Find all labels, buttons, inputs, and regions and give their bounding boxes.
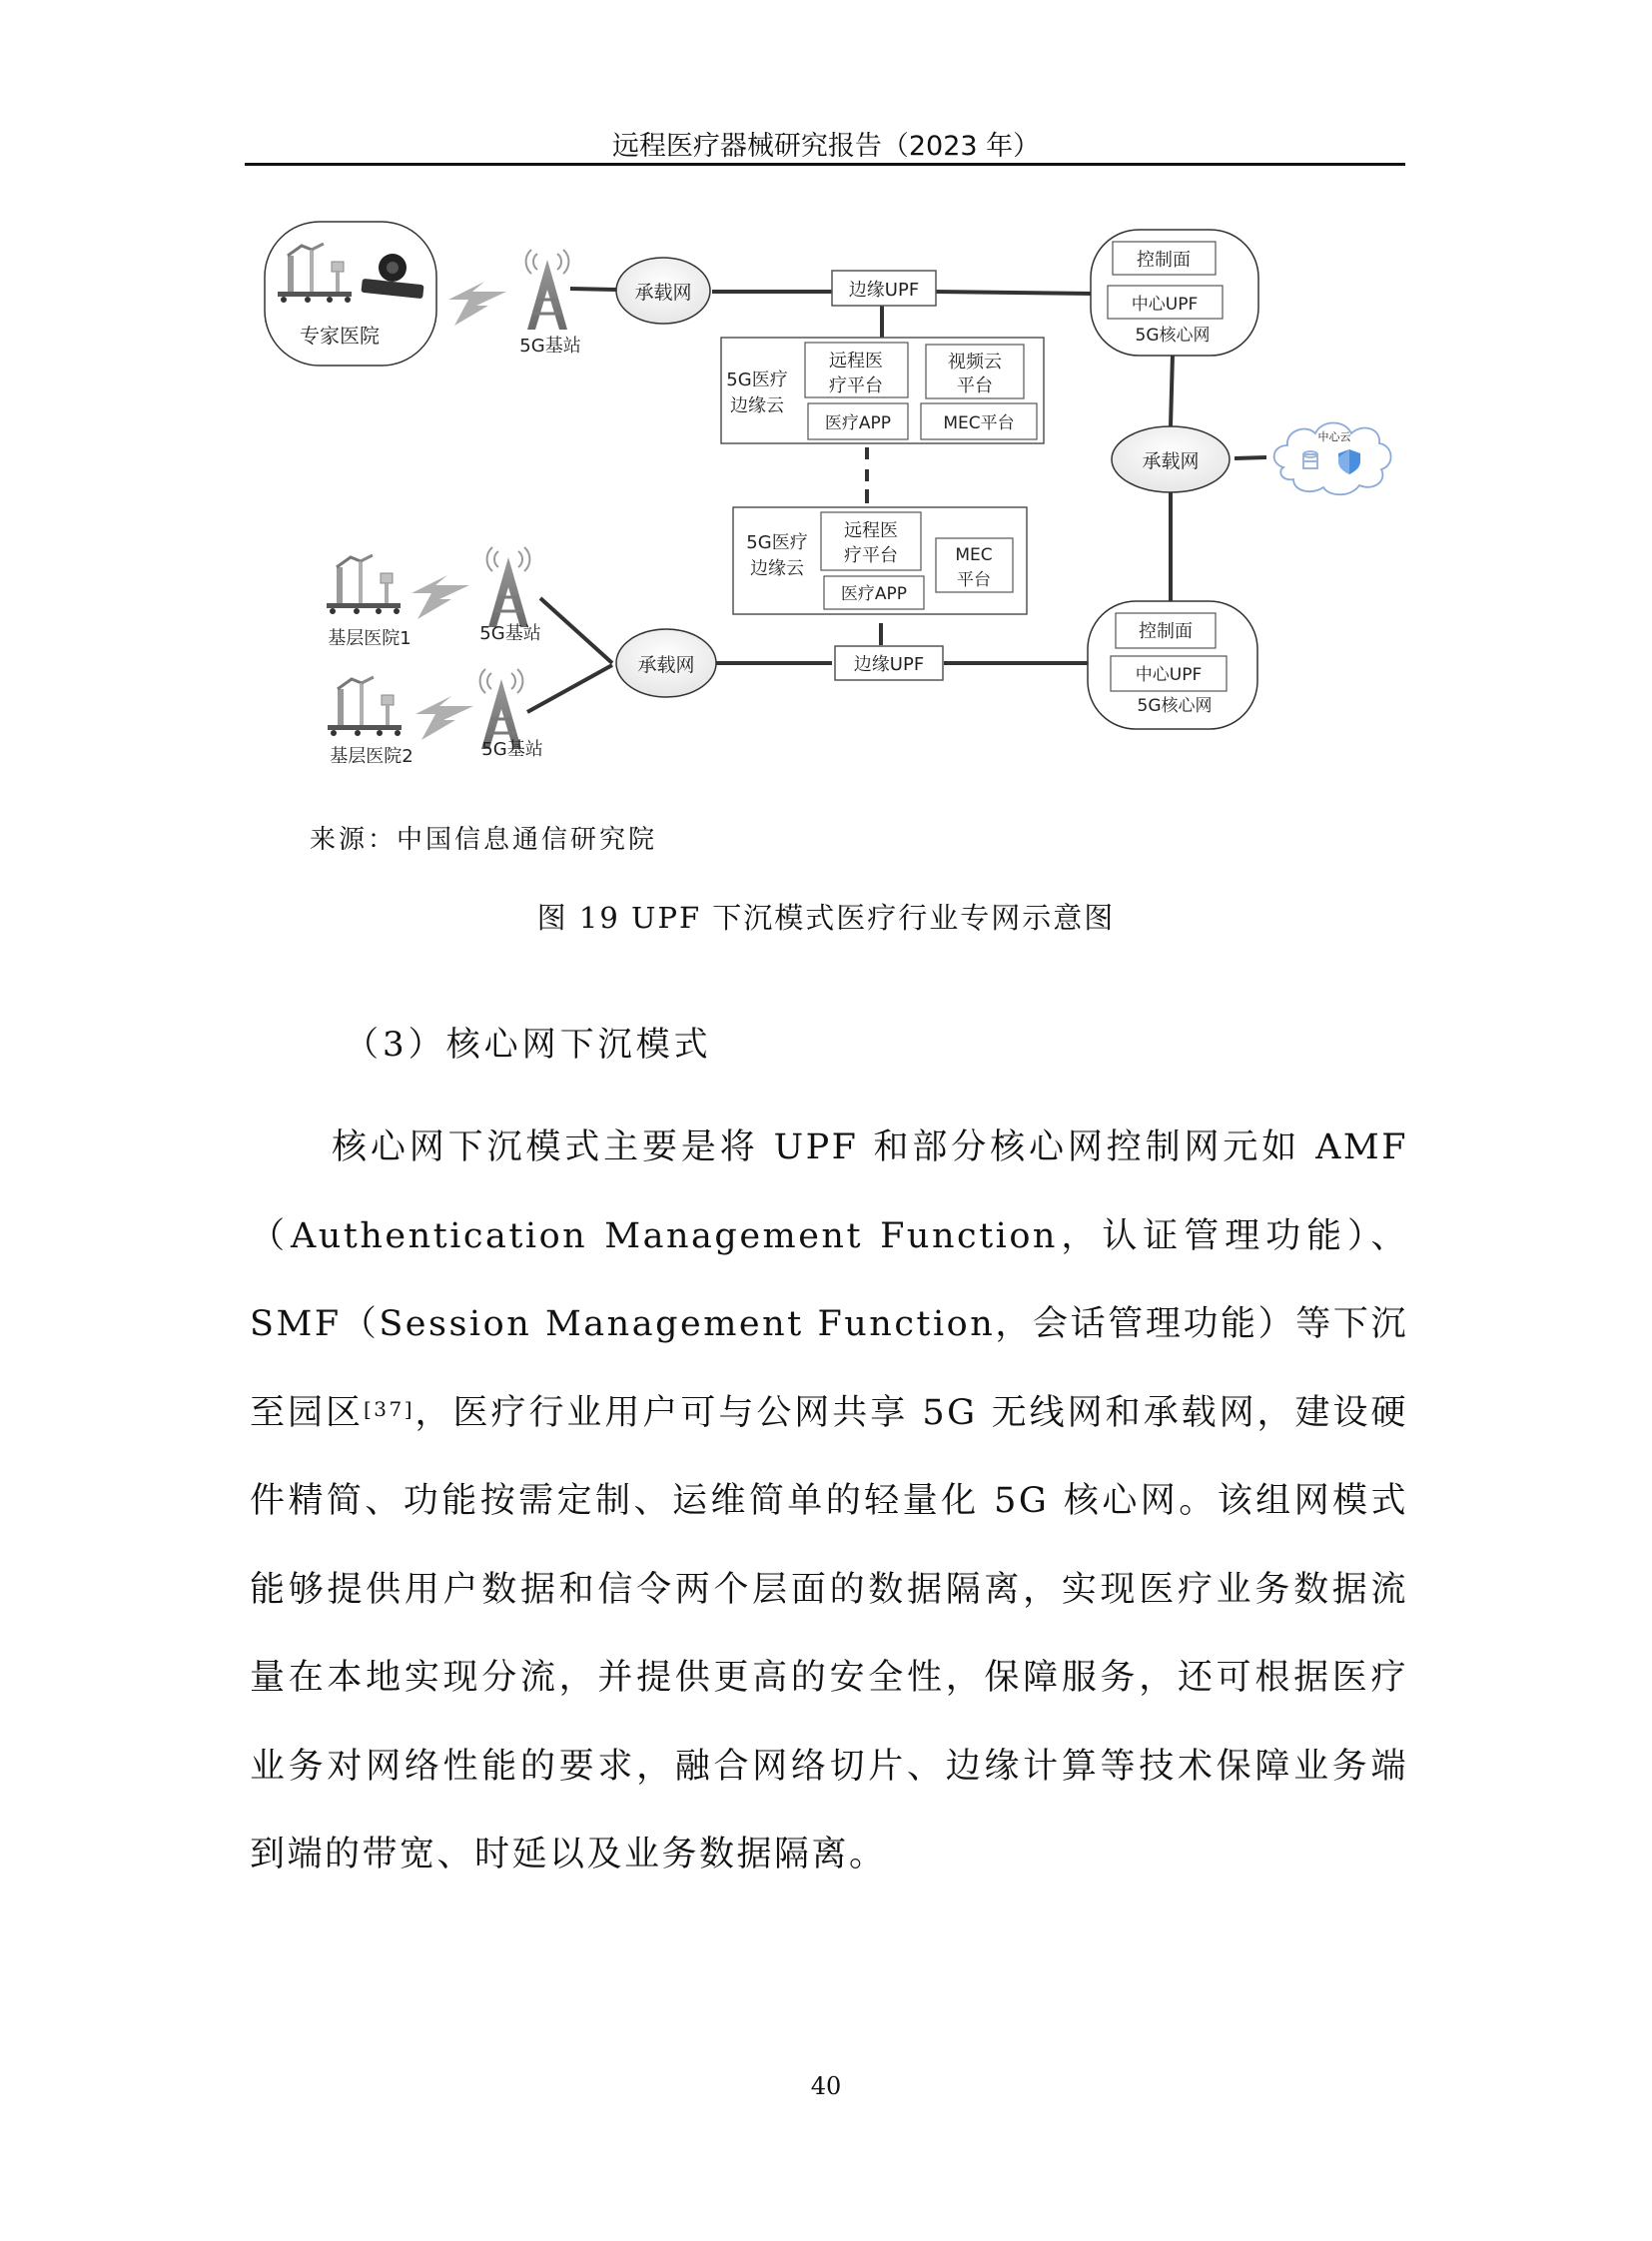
base-station-label-top: 5G基站 [519, 336, 581, 357]
bearer-network-bottom-label: 承载网 [637, 654, 695, 676]
body-paragraph [250, 1104, 1408, 1899]
wireless-signal-icon-2 [415, 696, 473, 740]
core-network-bottom-label: 5G核心网 [1137, 696, 1213, 716]
central-cloud-label: 中心云 [1317, 430, 1351, 443]
network-diagram [0, 0, 1652, 799]
control-plane-bottom: 控制面 [1139, 621, 1193, 642]
expert-hospital-label: 专家医院 [300, 324, 380, 348]
video-cloud-1: 视频云 [948, 352, 1002, 373]
figure-source: 来源：中国信息通信研究院 [310, 825, 658, 855]
body-text-1: 核心网下沉模式主要是将 UPF 和部分核心网控制网元如 AMF（Authentication Management Function，认证管理功能）、SMF（Session Management Function，会话管理功能）等下沉至园区 [250, 1127, 1408, 1433]
edge-cloud-bottom-label-2: 边缘云 [750, 558, 804, 579]
mec-bottom-1: MEC [955, 545, 993, 565]
core-network-top-label: 5G核心网 [1135, 326, 1211, 346]
bearer-network-top-label: 承载网 [634, 282, 692, 304]
remote-platform-top-2: 疗平台 [829, 375, 883, 396]
edge-cloud-bottom [733, 507, 1027, 614]
edge-cloud-top-label-2: 边缘云 [730, 395, 784, 416]
video-cloud-2: 平台 [957, 375, 993, 396]
edge-upf-bottom-label: 边缘UPF [853, 654, 925, 675]
base-station-tower-icon [526, 250, 569, 330]
mec-platform-top: MEC平台 [943, 413, 1015, 433]
control-plane-top: 控制面 [1137, 250, 1191, 271]
medical-equipment-icon-2 [328, 677, 402, 736]
center-upf-top: 中心UPF [1131, 295, 1199, 315]
grassroots-hospital-1-label: 基层医院1 [328, 628, 412, 649]
center-upf-bottom: 中心UPF [1135, 665, 1203, 685]
remote-platform-bottom-1: 远程医 [844, 520, 898, 541]
remote-platform-top-1: 远程医 [829, 351, 883, 372]
medical-app-top: 医疗APP [824, 413, 892, 433]
base-station-label-2: 5G基站 [481, 739, 543, 760]
page-number: 40 [810, 2072, 842, 2100]
expert-hospital-node [265, 222, 436, 366]
citation-ref[interactable]: [37] [363, 1396, 415, 1421]
central-cloud [1274, 423, 1391, 495]
wireless-signal-icon [448, 282, 506, 326]
core-network-bottom [1088, 601, 1257, 729]
medical-equipment-icon-1 [327, 555, 401, 614]
section-heading: （3）核心网下沉模式 [345, 1025, 712, 1065]
edge-upf-top-label: 边缘UPF [848, 280, 920, 301]
mec-bottom-2: 平台 [957, 570, 991, 590]
wireless-signal-icon-1 [412, 575, 469, 619]
base-station-label-1: 5G基站 [479, 623, 541, 644]
bearer-network-right-label: 承载网 [1142, 450, 1200, 472]
base-station-tower-icon-2 [480, 669, 523, 749]
edge-cloud-top [721, 338, 1044, 443]
remote-platform-bottom-2: 疗平台 [844, 545, 898, 566]
medical-app-bottom: 医疗APP [840, 584, 908, 604]
body-text-2: ，医疗行业用户可与公网共享 5G 无线网和承载网，建设硬件精简、功能按需定制、运维简单的轻量化 5G 核心网。该组网模式能够提供用户数据和信令两个层面的数据隔离，实现医疗业务数据流量在本地实现分流，并提供更高的安全性，保障服务，还可根据医疗业务对网络性能的要求，融合网络切片、边缘计算等技术保障业务端到端的带宽、时延以及业务数据隔离。 [250, 1392, 1408, 1874]
edge-cloud-bottom-label-1: 5G医疗 [746, 532, 808, 553]
grassroots-hospital-2-label: 基层医院2 [330, 746, 413, 767]
core-network-top [1091, 230, 1258, 356]
edge-cloud-top-label-1: 5G医疗 [726, 370, 788, 390]
page-header-title: 远程医疗器械研究报告（2023 年） [611, 131, 1041, 162]
figure-caption: 图 19 UPF 下沉模式医疗行业专网示意图 [536, 901, 1116, 935]
base-station-tower-icon-1 [487, 547, 530, 627]
